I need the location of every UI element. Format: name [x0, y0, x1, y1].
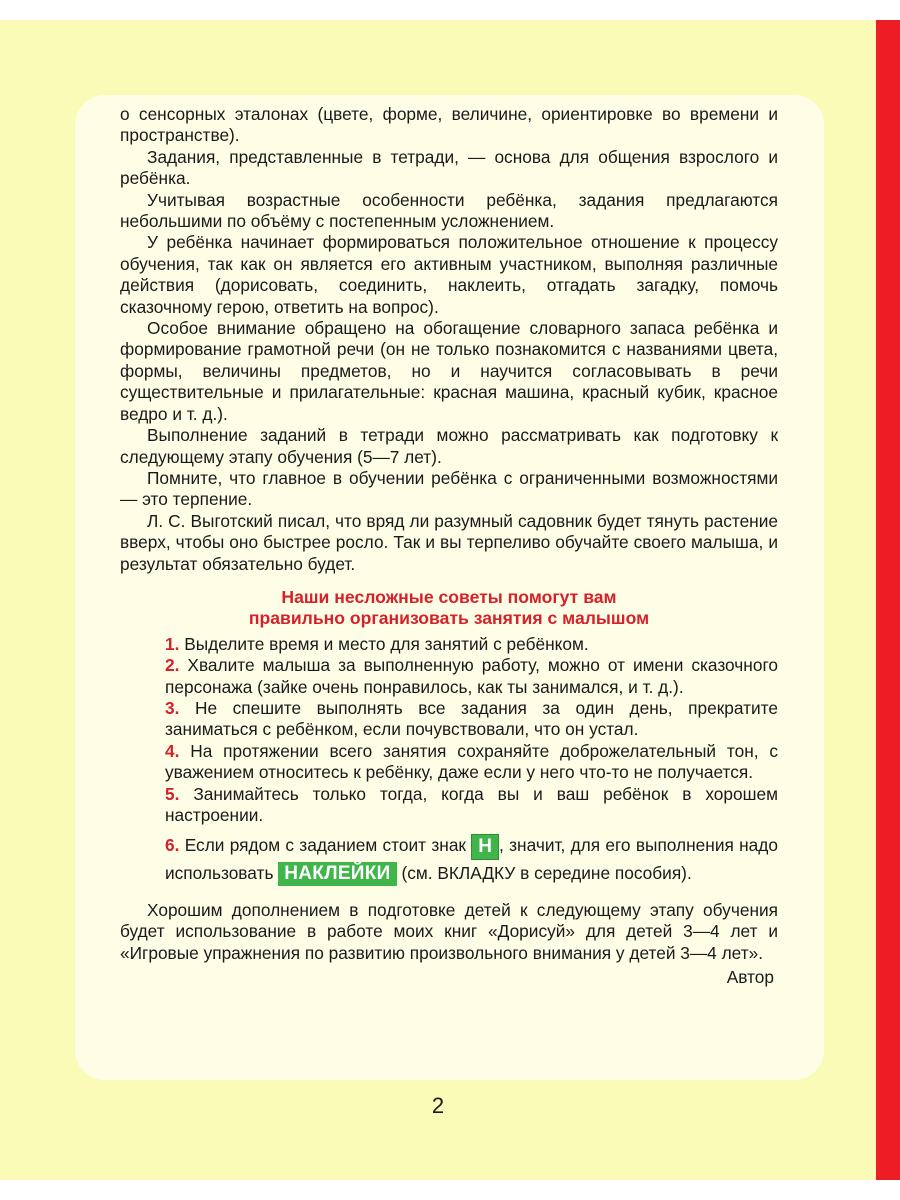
tip-number: 1. — [165, 633, 180, 654]
tips-heading-line-1: Наши несложные советы помогут вам — [281, 586, 617, 607]
stickers-badge: НАКЛЕЙКИ — [278, 862, 396, 886]
intro-paragraph-8: Л. С. Выготский писал, что вряд ли разумный садовник будет тянуть растение вверх, чтобы оно быстрее росло. Так и вы терпеливо обучайте своего малыша, и результат обязательно будет. — [120, 510, 778, 574]
closing-paragraph: Хорошим дополнением в подготовке детей к следующему этапу обучения будет использование в работе моих книг «Дорисуй» для детей 3—4 лет и «Игровые упражнения по развитию произвольного внимания у детей 3—4 лет». — [120, 899, 778, 963]
tip-text: Хвалите малыша за выполненную работу, можно от имени сказочного персонажа (зайке очень понравилось, как ты занимался, и т. д.). — [165, 655, 778, 697]
tip-text: Занимайтесь только тогда, когда вы и ваш ребёнок в хорошем настроении. — [165, 783, 778, 825]
intro-paragraph-1: о сенсорных эталонах (цвете, форме, величине, ориентировке во времени и пространстве). — [120, 104, 778, 146]
intro-paragraph-4: У ребёнка начинает формироваться положительное отношение к процессу обучения, так как он является его активным участником, выполняя различные действия (дорисовать, соединить, наклеить, отгадать загадку, помочь сказочному герою, ответить на вопрос). — [120, 232, 778, 317]
intro-paragraph-3: Учитывая возрастные особенности ребёнка, задания предлагаются небольшими по объёму с постепенным усложнением. — [120, 189, 778, 232]
intro-paragraph-7: Помните, что главное в обучении ребёнка с ограниченными возможностями — это терпение. — [120, 467, 778, 510]
tip-item — [120, 698, 778, 741]
tip-item — [120, 741, 778, 784]
tip-item-stickers — [120, 832, 778, 886]
tip-text-part-2: , значит, для его выполнения надо использовать — [165, 835, 778, 883]
tip-item — [120, 655, 778, 698]
sticker-sign-badge: Н — [471, 834, 499, 860]
tip-number: 4. — [165, 740, 180, 761]
tip-text: Не спешите выполнять все задания за один день, прекратите заниматься с ребёнком, если почувствовали, что он устал. — [165, 697, 779, 740]
tip-number: 3. — [165, 697, 180, 718]
tip-item — [120, 634, 778, 655]
tip-text: Выделите время и место для занятий с ребёнком. — [184, 633, 589, 654]
tip-text: На протяжении всего занятия сохраняйте доброжелательный тон, с уважением относитесь к ребёнку, даже если у него что-то не получается. — [165, 740, 778, 783]
author-signature: Автор — [726, 967, 774, 988]
tips-list — [120, 634, 778, 887]
page-number: 2 — [431, 1093, 445, 1118]
tip-number: 2. — [165, 655, 180, 676]
tips-heading-line-2: правильно организовать занятия с малышом — [248, 608, 650, 629]
text-panel — [75, 95, 824, 1080]
intro-paragraph-2: Задания, представленные в тетради, — основа для общения взрослого и ребёнка. — [120, 146, 778, 189]
tip-text-part-1: Если рядом с заданием стоит знак — [184, 835, 466, 856]
tip-text-part-3: (см. ВКЛАДКУ в середине пособия). — [401, 862, 692, 883]
tip-number: 6. — [165, 835, 180, 856]
intro-paragraph-6: Выполнение заданий в тетради можно рассматривать как подготовку к следующему этапу обучения (5—7 лет). — [120, 425, 778, 467]
tips-heading — [120, 587, 778, 630]
tip-item — [120, 784, 778, 827]
tip-number: 5. — [165, 783, 180, 804]
red-edge-stripe — [876, 20, 900, 1180]
intro-paragraph-5: Особое внимание обращено на обогащение словарного запаса ребёнка и формирование грамотной речи (он не только познакомится с названиями цвета, формы, величины предметов, но и научится согласовывать в речи существительные и прилагательные: красная машина, красный кубик, красное ведро и т. д.). — [120, 318, 778, 424]
